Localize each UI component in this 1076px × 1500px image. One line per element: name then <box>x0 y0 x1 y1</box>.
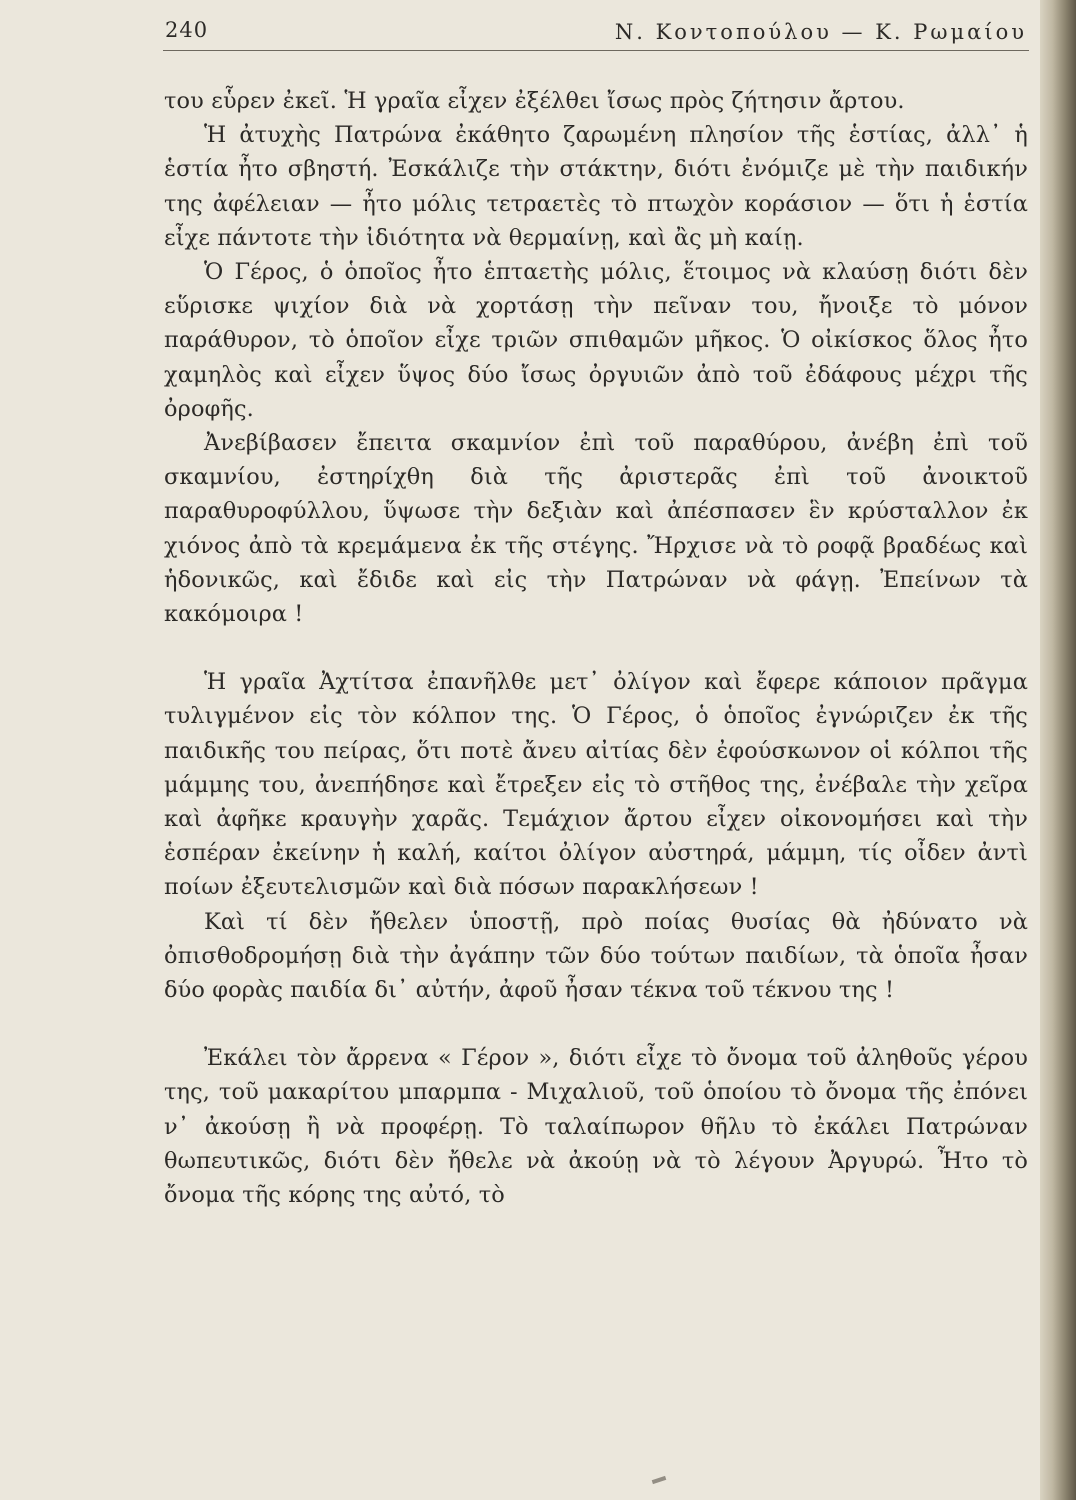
page-header <box>165 14 1027 54</box>
body-text <box>164 84 1028 1212</box>
running-head: Ν. Κοντοπούλου — Κ. Ρωμαίου <box>614 20 1027 44</box>
paragraph-4: Ἀνεβίβασεν ἔπειτα σκαμνίον ἐπὶ τοῦ παραθύρου, ἀνέβη ἐπὶ τοῦ σκαμνίου, ἐστηρίχθη διὰ τῆς ἀριστερᾶς ἐπὶ τοῦ ἀνοικτοῦ παραθυροφύλλου, ὕψωσε τὴν δεξιὰν καὶ ἀπέσπασεν ἓν κρύσταλλον ἐκ χιόνος ἀπὸ τὰ κρεμάμενα ἐκ τῆς στέγης. Ἤρχισε νὰ τὸ ροφᾷ βραδέως καὶ ἡδονικῶς, καὶ ἔδιδε καὶ εἰς τὴν Πατρώναν νὰ φάγῃ. Ἐπείνων τὰ κακόμοιρα ! <box>164 430 1028 628</box>
header-rule <box>163 50 1029 51</box>
ink-mark <box>652 1476 667 1484</box>
paragraph-1: του εὗρεν ἐκεῖ. Ἡ γραῖα εἶχεν ἐξέλθει ἴσως πρὸς ζήτησιν ἄρτου. <box>164 88 905 114</box>
paragraph-6: Καὶ τί δὲν ἤθελεν ὑποστῇ, πρὸ ποίας θυσίας θὰ ἠδύνατο νὰ ὀπισθοδρομήσῃ διὰ τὴν ἀγάπην τῶν δύο τούτων παιδίων, τὰ ὁποῖα ἦσαν δύο φορὰς παιδία δι᾽ αὐτήν, ἀφοῦ ἦσαν τέκνα τοῦ τέκνου της ! <box>164 908 1028 1004</box>
section-break <box>164 631 1028 665</box>
page-number: 240 <box>165 18 209 42</box>
paragraph-5: Ἡ γραῖα Ἀχτίτσα ἐπανῆλθε μετ᾽ ὀλίγον καὶ ἔφερε κάποιον πρᾶγμα τυλιγμένον εἰς τὸν κόλπον της. Ὁ Γέρος, ὁ ὁποῖος ἐγνώριζεν ἐκ τῆς παιδικῆς του πείρας, ὅτι ποτὲ ἄνευ αἰτίας δὲν ἐφούσκωνον οἱ κόλποι τῆς μάμμης του, ἀνεπήδησε καὶ ἔτρεξεν εἰς τὸ στῆθος της, ἐνέβαλε τὴν χεῖρα καὶ ἀφῆκε κραυγὴν χαρᾶς. Τεμάχιον ἄρτου εἶχεν οἰκονομήσει καὶ τὴν ἑσπέραν ἐκείνην ἡ καλή, καίτοι ὀλίγον αὐστηρά, μάμμη, τίς οἶδεν ἀντὶ ποίων ἐξευτελισμῶν καὶ διὰ πόσων παρακλήσεων ! <box>164 669 1028 901</box>
page-edge-shadow <box>1040 0 1076 1500</box>
paragraph-2: Ἡ ἀτυχὴς Πατρώνα ἐκάθητο ζαρωμένη πλησίον τῆς ἑστίας, ἀλλ᾽ ἡ ἑστία ἦτο σβηστή. Ἐσκάλιζε τὴν στάκτην, διότι ἐνόμιζε μὲ τὴν παιδικήν της ἀφέλειαν — ἦτο μόλις τετραετὲς τὸ πτωχὸν κοράσιον — ὅτι ἡ ἑστία εἶχε πάντοτε τὴν ἰδιότητα νὰ θερμαίνῃ, καὶ ἂς μὴ καίῃ. <box>164 122 1028 251</box>
paragraph-7: Ἐκάλει τὸν ἄρρενα « Γέρον », διότι εἶχε τὸ ὄνομα τοῦ ἀληθοῦς γέρου της, τοῦ μακαρίτου μπαρμπα - Μιχαλιοῦ, τοῦ ὁποίου τὸ ὄνομα τῆς ἐπόνει ν᾽ ἀκούσῃ ἢ νὰ προφέρῃ. Τὸ ταλαίπωρον θῆλυ τὸ ἐκάλει Πατρώναν θωπευτικῶς, διότι δὲν ἤθελε νὰ ἀκούῃ νὰ τὸ λέγουν Ἀργυρώ. Ἦτο τὸ ὄνομα τῆς κόρης της αὐτό, τὸ <box>164 1045 1028 1209</box>
section-break <box>164 1007 1028 1041</box>
paragraph-3: Ὁ Γέρος, ὁ ὁποῖος ἦτο ἑπταετὴς μόλις, ἕτοιμος νὰ κλαύσῃ διότι δὲν εὕρισκε ψιχίον διὰ νὰ χορτάσῃ τὴν πεῖναν του, ἤνοιξε τὸ μόνον παράθυρον, τὸ ὁποῖον εἶχε τριῶν σπιθαμῶν μῆκος. Ὁ οἰκίσκος ὅλος ἦτο χαμηλὸς καὶ εἶχεν ὕψος δύο ἴσως ὀργυιῶν ἀπὸ τοῦ ἐδάφους μέχρι τῆς ὀροφῆς. <box>164 259 1028 422</box>
